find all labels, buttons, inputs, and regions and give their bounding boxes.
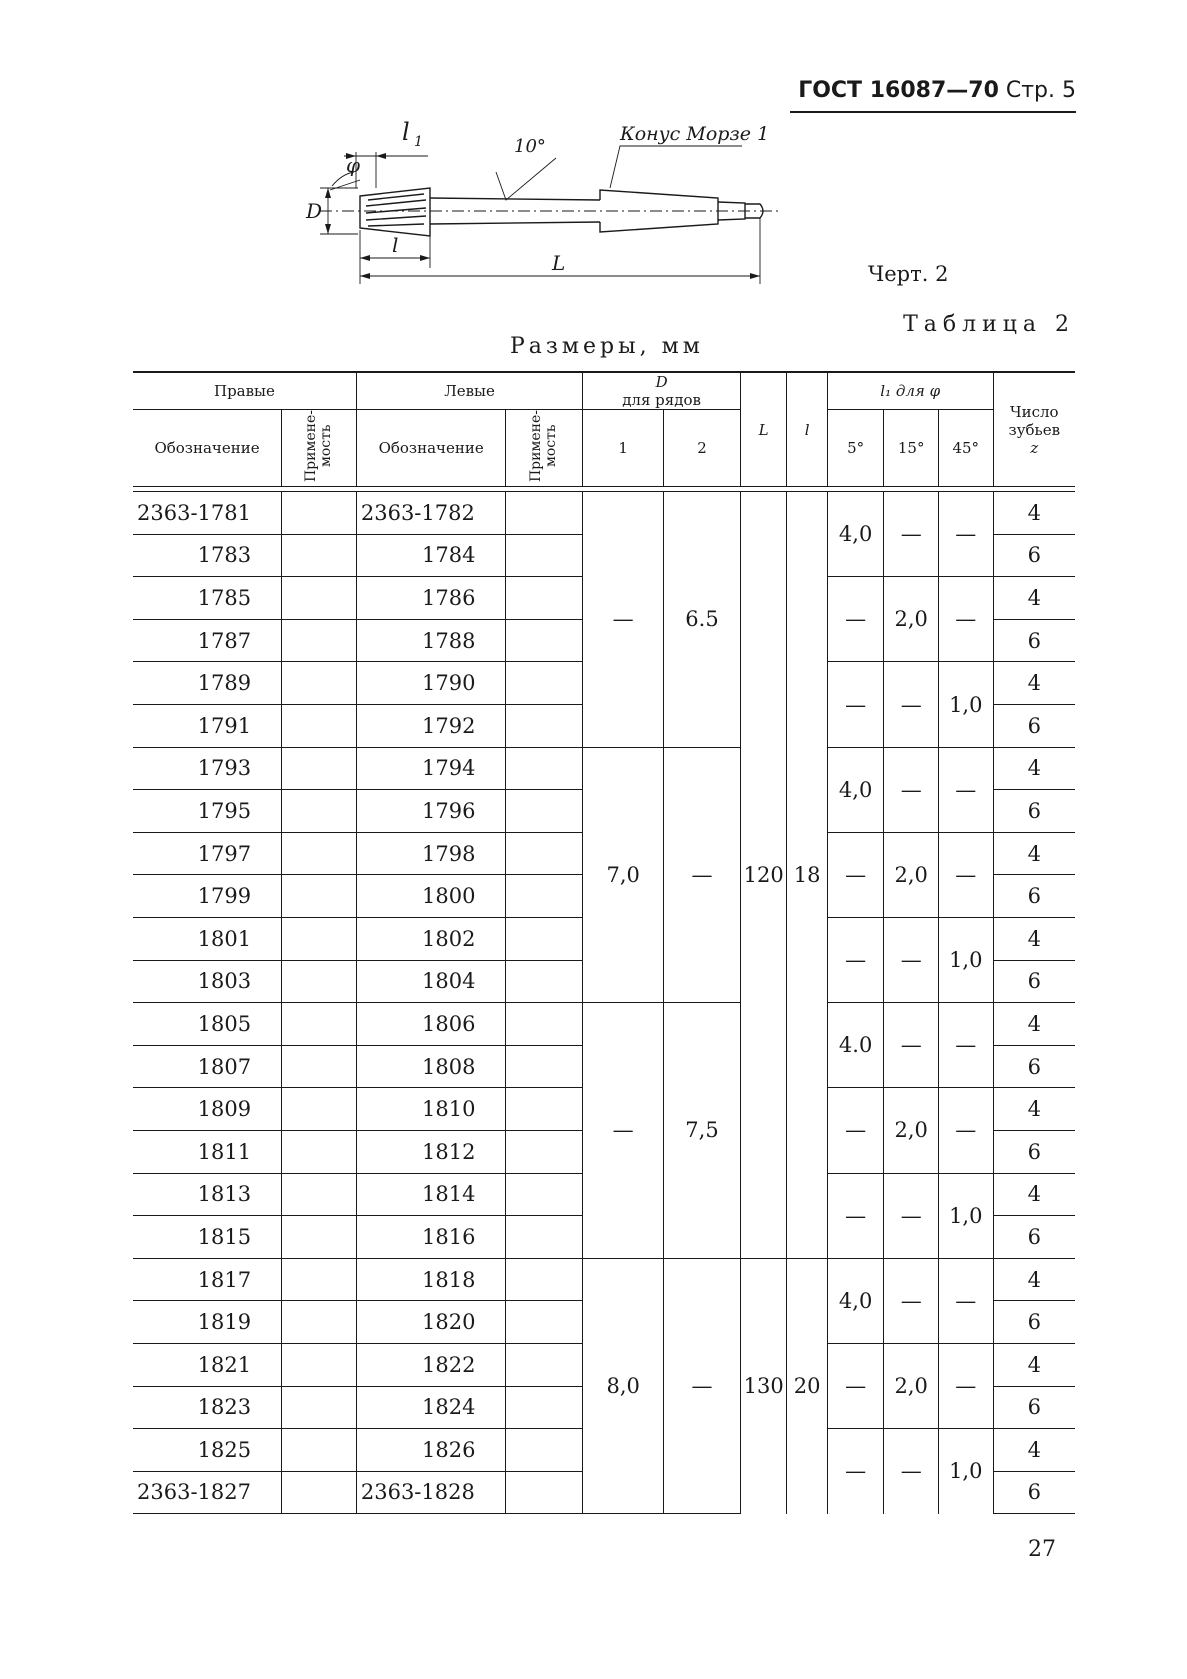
teeth-count: 6 [993,1386,1075,1429]
left-designation: 1800 [356,875,506,918]
left-designation: 2363-1828 [356,1471,506,1514]
length-cutting-value: 18 [787,492,827,1259]
left-designation: 1816 [356,1216,506,1259]
right-applicability [282,1173,357,1216]
right-designation: 1807 [133,1045,282,1088]
l1-angle-45-value: — [938,1343,993,1428]
right-applicability [282,577,357,620]
left-designation: 1794 [356,747,506,790]
right-designation: 1789 [133,662,282,705]
teeth-count: 6 [993,790,1075,833]
teeth-count: 6 [993,1045,1075,1088]
left-applicability [506,1045,583,1088]
header-length-cutting: l [787,372,827,487]
right-designation: 1817 [133,1258,282,1301]
header-left-applicability: Примене- мость [506,410,583,487]
dimensions-caption: Размеры, мм [510,334,704,359]
right-applicability [282,492,357,535]
header-l1: l₁ для φ [827,372,993,410]
page-header [790,78,1076,113]
teeth-count: 6 [993,875,1075,918]
left-applicability [506,577,583,620]
left-applicability [506,917,583,960]
right-applicability [282,747,357,790]
header-left: Левые [356,372,582,410]
series-1-value: 8,0 [583,1258,664,1514]
d-label: D [306,199,323,223]
table-row [133,492,1075,535]
l1-angle-5-value: — [827,917,884,1002]
left-applicability [506,1003,583,1046]
right-designation: 1799 [133,875,282,918]
l1-angle-5-value: 4,0 [827,747,884,832]
series-2-value: 7,5 [664,1003,741,1259]
teeth-count: 6 [993,960,1075,1003]
right-applicability [282,1471,357,1514]
series-2-value: 6.5 [664,492,741,748]
series-1-value: — [583,492,664,748]
right-applicability [282,1386,357,1429]
left-applicability [506,1471,583,1514]
table-body [133,492,1075,1514]
right-applicability [282,790,357,833]
series-2-value: — [664,1258,741,1514]
right-applicability [282,662,357,705]
length-total-value: 120 [740,492,786,1259]
l1-sub-label: 1 [414,134,423,150]
right-applicability [282,1088,357,1131]
header-series-2: 2 [664,410,741,487]
left-designation: 1810 [356,1088,506,1131]
left-applicability [506,662,583,705]
left-designation: 1798 [356,832,506,875]
l1-angle-5-value: — [827,1343,884,1428]
l1-label: l [402,118,410,146]
l1-angle-15-value: — [884,662,939,747]
teeth-count: 6 [993,1471,1075,1514]
left-designation: 1818 [356,1258,506,1301]
teeth-count: 4 [993,832,1075,875]
teeth-count: 4 [993,1003,1075,1046]
left-applicability [506,832,583,875]
right-applicability [282,1045,357,1088]
right-applicability [282,1343,357,1386]
right-designation: 1809 [133,1088,282,1131]
left-designation: 2363-1782 [356,492,506,535]
right-applicability [282,875,357,918]
l1-angle-5-value: — [827,832,884,917]
header-angle-45: 45° [938,410,993,487]
left-applicability [506,1301,583,1344]
l1-angle-5-value: — [827,577,884,662]
l1-angle-45-value: 1,0 [938,662,993,747]
left-applicability [506,705,583,748]
l1-angle-45-value: 1,0 [938,1173,993,1258]
right-designation: 1783 [133,534,282,577]
right-designation: 2363-1781 [133,492,282,535]
l1-angle-15-value: — [884,1429,939,1514]
teeth-count: 4 [993,577,1075,620]
left-applicability [506,1130,583,1173]
right-designation: 1803 [133,960,282,1003]
left-designation: 1812 [356,1130,506,1173]
reamer-drawing [306,118,840,318]
left-applicability [506,1258,583,1301]
left-designation: 1808 [356,1045,506,1088]
right-designation: 1791 [133,705,282,748]
right-designation: 1785 [133,577,282,620]
l1-angle-5-value: 4.0 [827,1003,884,1088]
right-designation: 1797 [133,832,282,875]
teeth-count: 6 [993,1216,1075,1259]
l1-angle-5-value: — [827,1429,884,1514]
right-applicability [282,832,357,875]
right-applicability [282,1003,357,1046]
l1-angle-45-value: — [938,1088,993,1173]
right-applicability [282,1130,357,1173]
header-teeth: Число зубьев z [993,372,1075,487]
teeth-count: 4 [993,1088,1075,1131]
teeth-count: 4 [993,662,1075,705]
cone-label: Конус Морзе 1 [620,123,770,145]
header-angle-15: 15° [884,410,939,487]
teeth-count: 6 [993,1130,1075,1173]
l-label: l [392,233,399,257]
l1-angle-15-value: 2,0 [884,1343,939,1428]
right-applicability [282,705,357,748]
right-designation: 1787 [133,619,282,662]
right-applicability [282,1216,357,1259]
left-designation: 1826 [356,1429,506,1472]
right-designation: 1795 [133,790,282,833]
teeth-count: 6 [993,619,1075,662]
right-applicability [282,1258,357,1301]
right-designation: 1815 [133,1216,282,1259]
right-designation: 1801 [133,917,282,960]
left-designation: 1802 [356,917,506,960]
left-designation: 1814 [356,1173,506,1216]
left-applicability [506,960,583,1003]
table-row [133,1003,1075,1046]
teeth-count: 4 [993,492,1075,535]
right-designation: 1821 [133,1343,282,1386]
header-series-1: 1 [583,410,664,487]
left-applicability [506,1088,583,1131]
series-2-value: — [664,747,741,1003]
right-applicability [282,619,357,662]
l1-angle-5-value: 4,0 [827,492,884,577]
right-designation: 1823 [133,1386,282,1429]
teeth-count: 4 [993,1258,1075,1301]
l1-angle-5-value: 4,0 [827,1258,884,1343]
teeth-count: 4 [993,747,1075,790]
page-number: 27 [1028,1537,1056,1562]
l1-angle-15-value: — [884,747,939,832]
right-applicability [282,917,357,960]
series-1-value: — [583,1003,664,1259]
left-applicability [506,875,583,918]
left-applicability [506,1173,583,1216]
left-applicability [506,1429,583,1472]
standard-number: ГОСТ 16087—70 [798,78,999,103]
teeth-count: 6 [993,534,1075,577]
series-1-value: 7,0 [583,747,664,1003]
table-header [133,372,1075,492]
l1-angle-15-value: — [884,1173,939,1258]
left-designation: 1786 [356,577,506,620]
right-designation: 1813 [133,1173,282,1216]
table-row [133,1258,1075,1301]
l1-angle-5-value: — [827,1088,884,1173]
length-label: L [552,251,566,275]
length-cutting-value: 20 [787,1258,827,1514]
teeth-count: 6 [993,705,1075,748]
dimensions-table [133,371,1075,1514]
header-left-designation: Обозначение [356,410,506,487]
l1-angle-15-value: — [884,1003,939,1088]
l1-angle-45-value: — [938,747,993,832]
angle-label: 10° [514,136,546,157]
l1-angle-15-value: 2,0 [884,1088,939,1173]
l1-angle-45-value: — [938,1258,993,1343]
length-total-value: 130 [740,1258,786,1514]
left-applicability [506,534,583,577]
right-applicability [282,960,357,1003]
header-right-designation: Обозначение [133,410,282,487]
right-designation: 1793 [133,747,282,790]
l1-angle-45-value: 1,0 [938,917,993,1002]
header-angle-5: 5° [827,410,884,487]
right-applicability [282,1301,357,1344]
left-designation: 1788 [356,619,506,662]
left-designation: 1806 [356,1003,506,1046]
right-designation: 1819 [133,1301,282,1344]
left-applicability [506,1386,583,1429]
header-d: D для рядов [583,372,741,410]
l1-angle-45-value: — [938,492,993,577]
phi-label: φ [346,153,361,177]
right-applicability [282,1429,357,1472]
l1-angle-15-value: — [884,917,939,1002]
l1-angle-45-value: — [938,832,993,917]
left-applicability [506,619,583,662]
l1-angle-45-value: — [938,1003,993,1088]
left-designation: 1792 [356,705,506,748]
right-designation: 2363-1827 [133,1471,282,1514]
teeth-count: 6 [993,1301,1075,1344]
header-length-total: L [740,372,786,487]
l1-angle-15-value: — [884,492,939,577]
header-right-applicability: Примене- мость [282,410,357,487]
teeth-count: 4 [993,917,1075,960]
l1-angle-15-value: 2,0 [884,577,939,662]
l1-angle-5-value: — [827,662,884,747]
left-applicability [506,747,583,790]
left-applicability [506,492,583,535]
figure-caption: Черт. 2 [868,262,949,286]
left-designation: 1820 [356,1301,506,1344]
l1-angle-45-value: 1,0 [938,1429,993,1514]
left-designation: 1796 [356,790,506,833]
page-label: Стр. 5 [1005,78,1076,103]
l1-angle-15-value: 2,0 [884,832,939,917]
teeth-count: 4 [993,1343,1075,1386]
right-designation: 1825 [133,1429,282,1472]
right-designation: 1811 [133,1130,282,1173]
left-applicability [506,1343,583,1386]
table-caption: Таблица 2 [903,312,1075,337]
l1-angle-15-value: — [884,1258,939,1343]
left-applicability [506,790,583,833]
l1-angle-5-value: — [827,1173,884,1258]
left-applicability [506,1216,583,1259]
teeth-count: 4 [993,1429,1075,1472]
right-applicability [282,534,357,577]
left-designation: 1784 [356,534,506,577]
left-designation: 1790 [356,662,506,705]
left-designation: 1824 [356,1386,506,1429]
left-designation: 1822 [356,1343,506,1386]
header-right: Правые [133,372,356,410]
left-designation: 1804 [356,960,506,1003]
right-designation: 1805 [133,1003,282,1046]
table-row [133,747,1075,790]
teeth-count: 4 [993,1173,1075,1216]
l1-angle-45-value: — [938,577,993,662]
